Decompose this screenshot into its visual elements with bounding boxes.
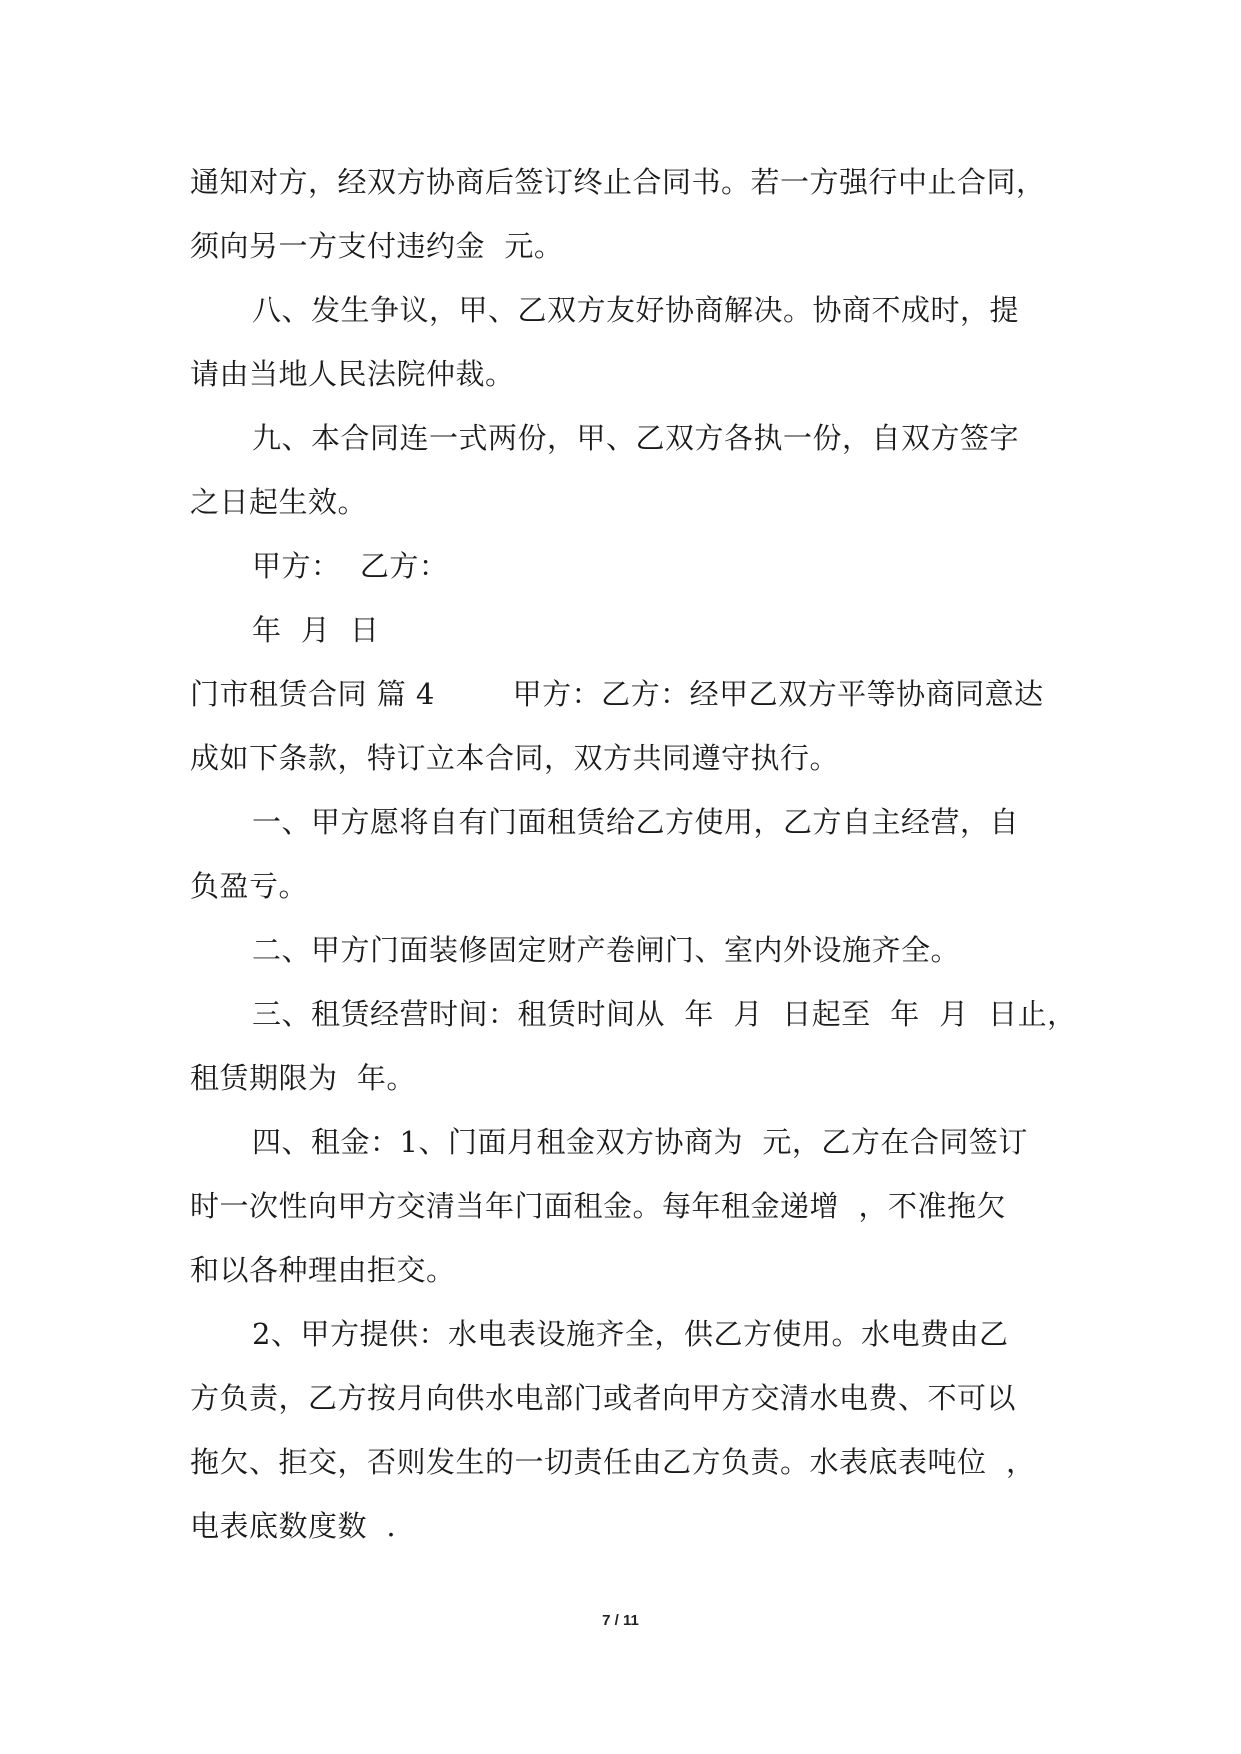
clause-eight: 八、发生争议，甲、乙双方友好协商解决。协商不成时，提 xyxy=(252,293,1020,327)
signature-parties: 甲方： 乙方： xyxy=(252,549,449,583)
text-line: 成如下条款，特订立本合同，双方共同遵守执行。 xyxy=(190,741,840,775)
text-line: 方负责，乙方按月向供水电部门或者向甲方交清水电费、不可以 xyxy=(190,1381,1017,1415)
text-line: 通知对方，经双方协商后签订终止合同书。若一方强行中止合同， xyxy=(190,165,1046,199)
text-line: 时一次性向甲方交清当年门面租金。每年租金递增 ，不准拖欠 xyxy=(190,1189,1006,1223)
text-line: 须向另一方支付违约金 元。 xyxy=(190,229,564,263)
section-heading: 门市租赁合同 篇 4 甲方：乙方：经甲乙双方平等协商同意达 xyxy=(190,677,1044,711)
signature-date: 年 月 日 xyxy=(252,613,380,647)
text-line: 拖欠、拒交，否则发生的一切责任由乙方负责。水表底表吨位 ， xyxy=(190,1445,1036,1479)
clause-four: 四、租金：1、门面月租金双方协商为 元，乙方在合同签订 xyxy=(252,1125,1028,1159)
text-line: 和以各种理由拒交。 xyxy=(190,1253,456,1287)
clause-nine: 九、本合同连一式两份，甲、乙双方各执一份，自双方签字 xyxy=(252,421,1020,455)
clause-three: 三、租赁经营时间：租赁时间从 年 月 日起至 年 月 日止， xyxy=(252,997,1077,1031)
clause-one: 一、甲方愿将自有门面租赁给乙方使用，乙方自主经营，自 xyxy=(252,805,1020,839)
clause-two: 二、甲方门面装修固定财产卷闸门、室内外设施齐全。 xyxy=(252,933,961,967)
document-body xyxy=(190,150,1077,1558)
text-line: 之日起生效。 xyxy=(190,485,368,519)
text-line: 租赁期限为 年。 xyxy=(190,1061,416,1095)
text-line: 请由当地人民法院仲裁。 xyxy=(190,357,515,391)
text-line: 负盈亏。 xyxy=(190,869,309,903)
text-line: 电表底数度数 . xyxy=(190,1509,397,1543)
clause-four-item-two: 2、甲方提供：水电表设施齐全，供乙方使用。水电费由乙 xyxy=(252,1317,1009,1351)
page-number: 7 / 11 xyxy=(602,1612,639,1629)
